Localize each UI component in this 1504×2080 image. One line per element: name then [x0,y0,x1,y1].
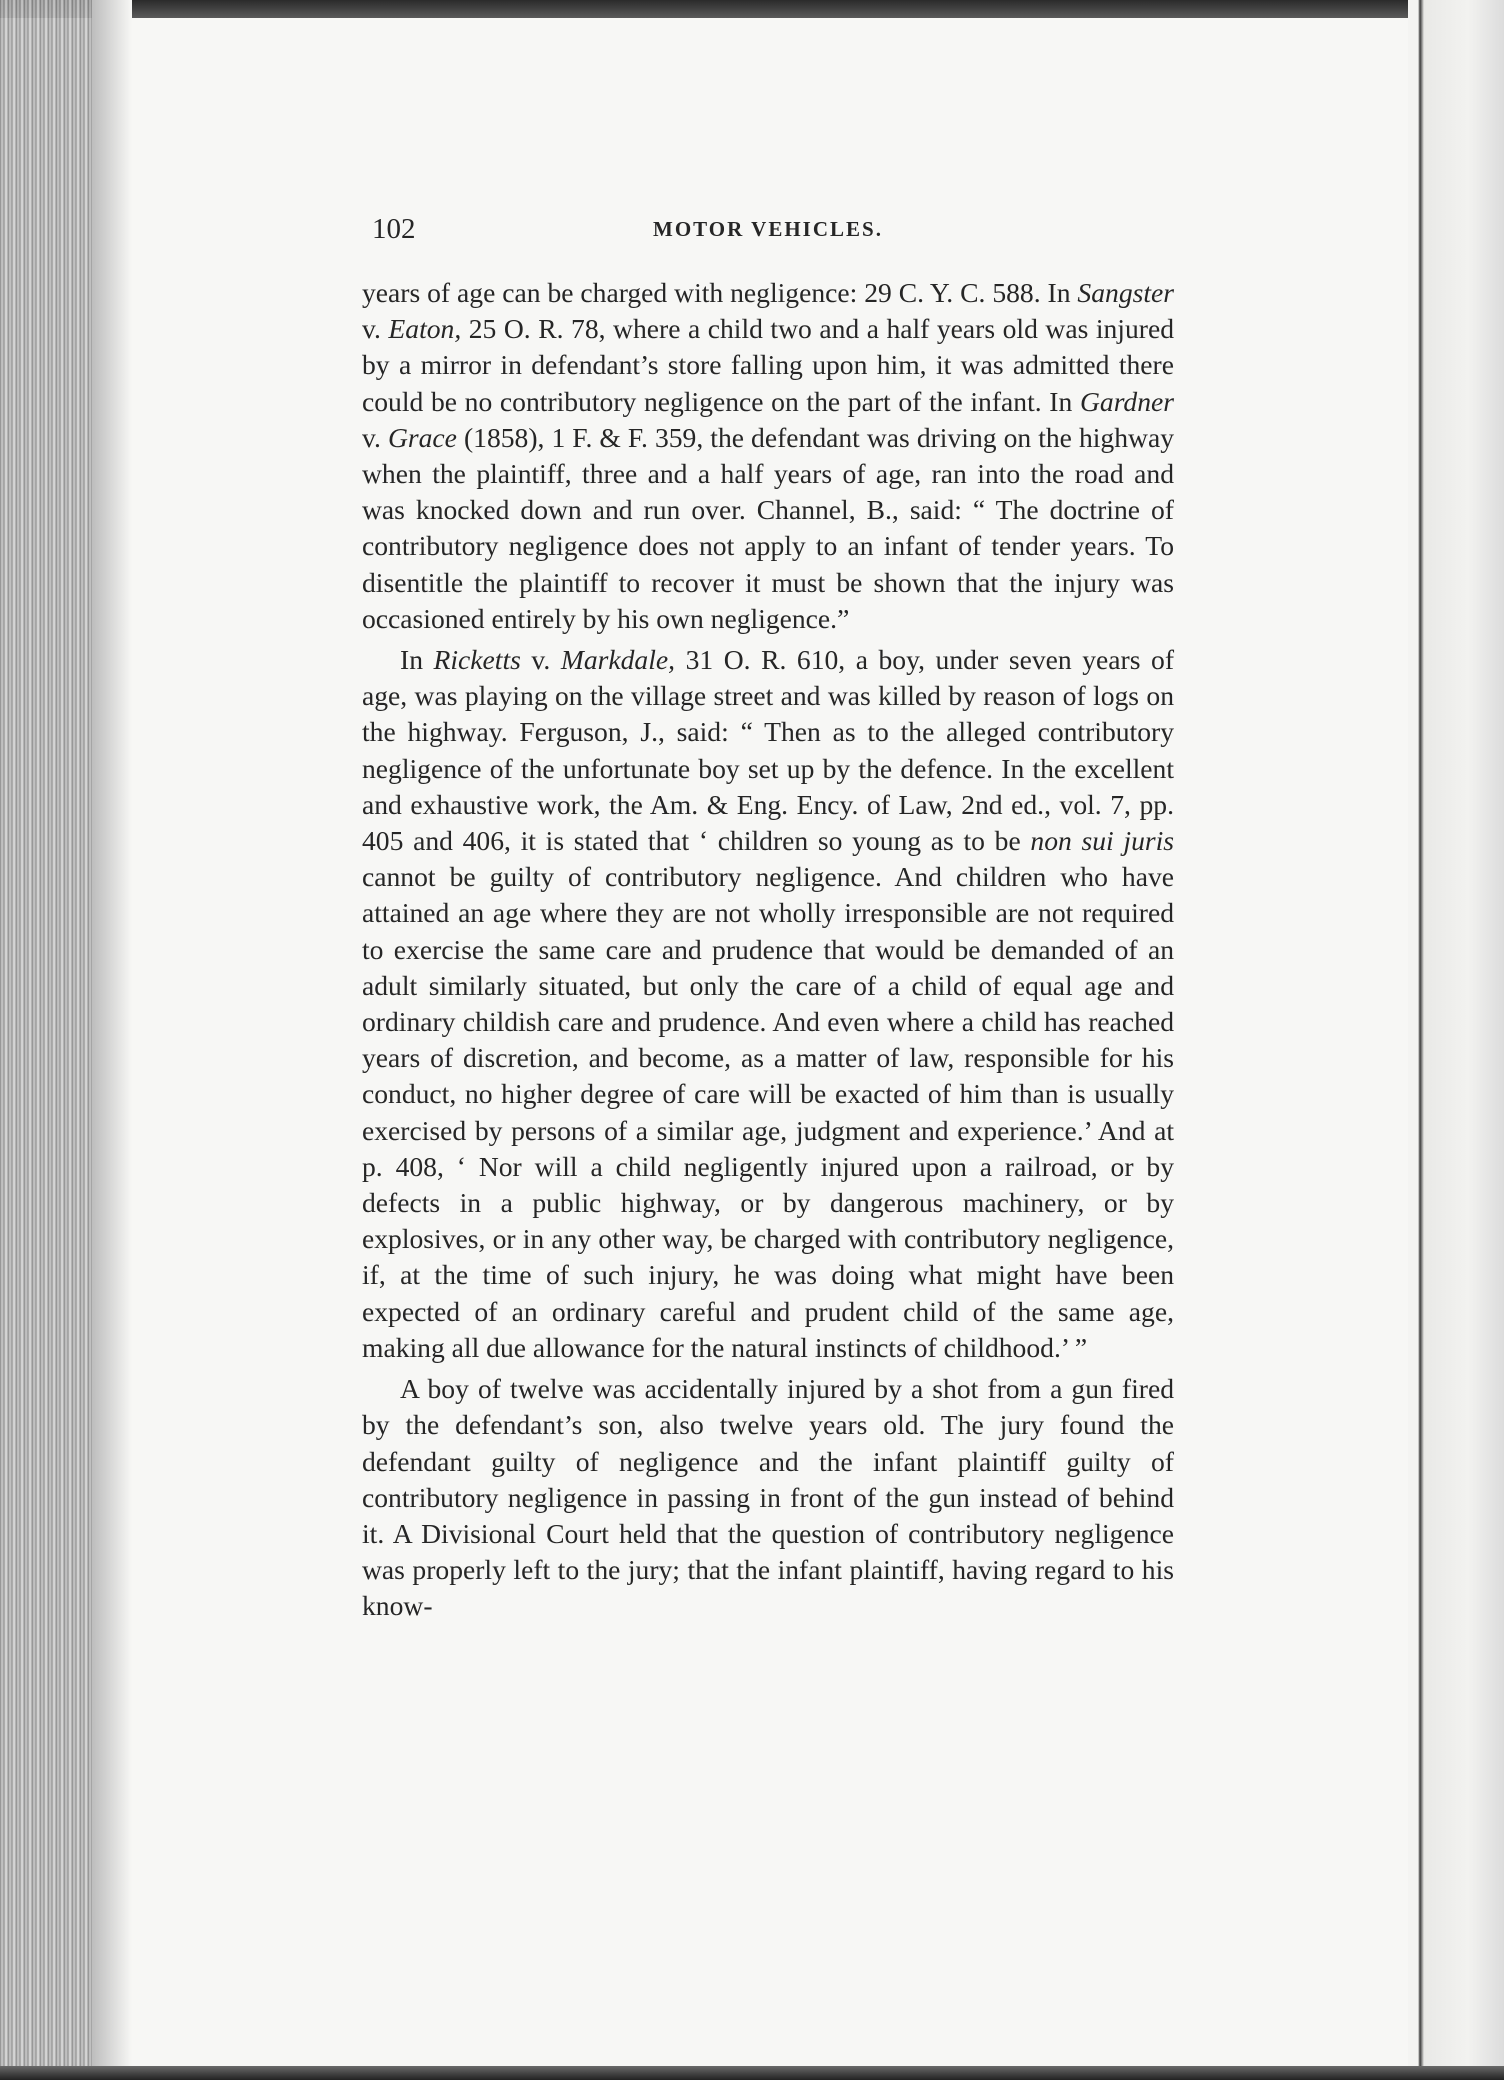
text-run: (1858), 1 F. & F. 359, the defendant was driving on the highway when the plaintiff, three and a half years of age, ran into the road and was knocked down and run over. Channel, B., said: “ The doctrine of contributory negligence does not apply to an infant of tender years. To disentitle the plaintiff to recover it must be shown that the injury was occasioned entirely by his own negligence.” [362,421,1174,634]
scan-top-edge [0,0,1504,18]
paragraph [362,275,1174,637]
book-page-edges [0,0,92,2080]
italic-run: Markdale, [560,644,676,676]
page-number: 102 [372,213,416,245]
right-page-edge [1408,0,1504,2080]
scan-bottom-edge [0,2066,1504,2080]
running-head [362,205,1174,249]
paragraph [362,642,1174,1366]
text-run: v. [362,313,389,345]
italic-run: non sui juris [1030,825,1175,857]
italic-run: Grace [387,421,457,453]
italic-run: Sangster [1077,277,1174,308]
body-text [362,275,1174,1625]
book-page [362,205,1174,1625]
italic-run: Eaton, [388,313,462,345]
italic-run: Gardner [1079,385,1174,417]
text-run: 31 O. R. 610, a boy, under seven years of age, was playing on the village street and was killed by reason of logs on the highway. Ferguson, J., said: “ Then as to the alleged contributory negligence of the unfortunate boy set up by the defence. In the excellent and exhaustive work, the Am. & Eng. Ency. of Law, 2nd ed., vol. 7, pp. 405 and 406, it is stated that ‘ children so young as to be [362,644,1175,857]
text-run: In [400,644,434,676]
text-run: v. [520,644,561,676]
text-run: years of age can be charged with negligence: 29 C. Y. C. 588. In [362,277,1078,308]
gutter-shadow [92,0,132,2080]
text-run: cannot be guilty of contributory negligence. And children who have attained an age where they are not wholly irresponsible are not required to exercise the same care and prudence that would be demanded of an adult similarly situated, but only the care of a child of equal age and ordinary childish care and prudence. And even where a child has reached years of discretion, and become, as a matter of law, responsible for his conduct, no higher degree of care will be exacted of him than is usually exercised by persons of a similar age, judgment and experience.’ And at p. 408, ‘ Nor will a child negligently injured upon a railroad, or by defects in a public highway, or by dangerous machinery, or by explosives, or in any other way, be charged with contributory negligence, if, at the time of such injury, he was doing what might have been expected of an ordinary careful and prudent child of the same age, making all due allowance for the natural instincts of childhood.’ ” [362,861,1174,1363]
text-run: v. [362,421,388,453]
header-title: MOTOR VEHICLES. [653,217,883,241]
paragraph [362,1371,1174,1624]
italic-run: Ricketts [433,644,521,676]
text-run: A boy of twelve was accidentally injured by a shot from a gun fired by the defendant’s son, also twelve years old. The jury found the defendant guilty of negligence and the infant plaintiff guilty of contributory negligence in passing in front of the gun instead of behind it. A Divisional Court held that the question of contributory negligence was properly left to the jury; that the infant plaintiff, having regard to his know- [362,1373,1174,1622]
text-run: 25 O. R. 78, where a child two and a half years old was injured by a mirror in defendant’s store falling upon him, it was admitted there could be no contributory negligence on the part of the infant. In [362,313,1174,417]
